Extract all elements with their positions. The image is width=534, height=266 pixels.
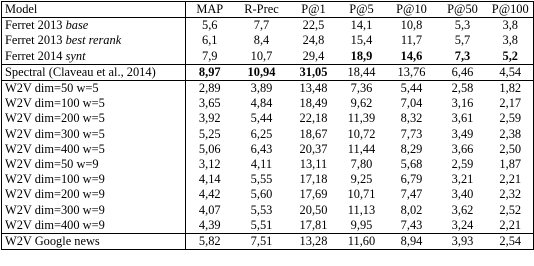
- model-label: W2V dim=50 w=5: [5, 81, 99, 96]
- metric-cell: 10,72: [347, 126, 376, 141]
- metric-cell: 7,04: [400, 96, 423, 111]
- metric-cell: 6,79: [400, 172, 423, 187]
- header-cell: P@1: [290, 2, 338, 18]
- table-row: [2, 187, 534, 202]
- model-variant-label: best rerank: [65, 33, 122, 48]
- header-cell: P@5: [338, 2, 386, 18]
- metric-cell: 10,7: [234, 49, 290, 65]
- metric-cell: 18,49: [299, 96, 328, 111]
- metric-cell: 6,1: [202, 33, 218, 48]
- metric-cell: 5,7: [454, 33, 471, 48]
- header-cell: Model: [2, 2, 186, 18]
- model-label-cell: [2, 218, 186, 234]
- table-row: [2, 234, 534, 250]
- header-cell: MAP: [186, 2, 234, 18]
- metric-cell: 7,36: [350, 81, 373, 96]
- metric-cell: 5,3: [454, 18, 471, 33]
- metric-cell: 2,52: [488, 203, 534, 218]
- metric-cell: 1,87: [488, 157, 534, 172]
- metric-cell: 2,21: [488, 172, 534, 187]
- metric-cell: 11,13: [347, 202, 376, 217]
- header-cell: P@50: [438, 2, 488, 18]
- metric-cell: 5,82: [198, 234, 221, 249]
- metric-cell: 7,47: [400, 187, 423, 202]
- model-label-cell: [2, 18, 186, 34]
- metric-cell: 20,50: [299, 202, 328, 217]
- model-label: W2V dim=200 w=5: [5, 111, 105, 126]
- metric-cell: 2,89: [198, 81, 221, 96]
- metric-cell: 9,62: [350, 96, 373, 111]
- metric-cell: 10,94: [234, 64, 290, 80]
- metric-cell: 2,21: [488, 218, 534, 234]
- metric-cell: 5,25: [198, 126, 221, 141]
- metric-cell: 13,28: [299, 234, 328, 249]
- metric-cell: 3,16: [451, 96, 474, 111]
- metric-cell: 8,29: [400, 141, 423, 156]
- metric-cell: 2,59: [451, 157, 474, 172]
- metric-cell: 18,9: [338, 49, 386, 65]
- metric-cell: 6,46: [438, 64, 488, 80]
- model-label-cell: [2, 96, 186, 111]
- metric-cell: 17,69: [299, 187, 328, 202]
- metric-cell: 6,25: [250, 126, 273, 141]
- model-label: W2V dim=100 w=9: [5, 172, 105, 187]
- model-label-cell: [2, 33, 186, 48]
- model-variant-label: synt: [65, 48, 86, 63]
- metric-cell: 14,6: [386, 49, 438, 65]
- metric-cell: 7,80: [350, 157, 373, 172]
- metric-cell: 3,40: [451, 187, 474, 202]
- metric-cell: 3,12: [198, 157, 221, 172]
- table-row: [2, 18, 534, 34]
- metric-cell: 2,59: [488, 111, 534, 126]
- metric-cell: 7,9: [186, 49, 234, 65]
- table-row: [2, 127, 534, 142]
- metric-cell: 18,44: [338, 64, 386, 80]
- model-label-cell: [2, 127, 186, 142]
- metric-cell: 3,92: [198, 111, 221, 126]
- metric-cell: 9,25: [350, 172, 373, 187]
- model-label: W2V dim=300 w=5: [5, 126, 105, 141]
- table-row: [2, 81, 534, 97]
- metric-cell: 29,4: [290, 49, 338, 65]
- metric-cell: 3,65: [198, 96, 221, 111]
- model-label: W2V dim=300 w=9: [5, 202, 105, 217]
- model-variant-label: base: [65, 18, 89, 33]
- metric-cell: 5,60: [250, 187, 273, 202]
- metric-cell: 2,58: [451, 81, 474, 96]
- metric-cell: 15,4: [350, 33, 373, 48]
- metric-cell: 4,14: [198, 172, 221, 187]
- metric-cell: 6,43: [250, 141, 273, 156]
- table-row: [2, 157, 534, 172]
- model-label: W2V dim=400 w=9: [5, 217, 105, 232]
- metric-cell: 8,97: [186, 64, 234, 80]
- table-row: [2, 218, 534, 234]
- metric-cell: 3,49: [451, 126, 474, 141]
- metric-cell: 9,95: [338, 218, 386, 234]
- model-label-cell: [2, 64, 186, 80]
- metric-cell: 3,66: [451, 141, 474, 156]
- metric-cell: 7,3: [438, 49, 488, 65]
- model-label: Ferret 2013: [5, 33, 66, 48]
- metric-cell: 5,2: [488, 49, 534, 65]
- table-row: [2, 142, 534, 157]
- metric-cell: 7,73: [400, 126, 423, 141]
- model-label-cell: [2, 203, 186, 218]
- model-label-cell: [2, 81, 186, 97]
- metric-cell: 4,11: [250, 157, 273, 172]
- metric-cell: 20,37: [299, 141, 328, 156]
- metric-cell: 3,62: [451, 202, 474, 217]
- header-cell: P@100: [488, 2, 534, 18]
- metric-cell: 3,61: [451, 111, 474, 126]
- metric-cell: 2,54: [488, 234, 534, 250]
- metric-cell: 8,32: [400, 111, 423, 126]
- model-label: Spectral (Claveau et al., 2014): [5, 64, 156, 79]
- metric-cell: 1,82: [488, 81, 534, 97]
- metric-cell: 4,84: [250, 96, 273, 111]
- metric-cell: 8,4: [253, 33, 270, 48]
- model-label-cell: [2, 111, 186, 126]
- metric-cell: 14,1: [350, 18, 373, 33]
- model-label-cell: [2, 187, 186, 202]
- metric-cell: 5,51: [234, 218, 290, 234]
- metric-cell: 18,67: [299, 126, 328, 141]
- metric-cell: 11,44: [347, 141, 376, 156]
- metric-cell: 3,8: [488, 33, 534, 48]
- metric-cell: 24,8: [302, 33, 325, 48]
- metric-cell: 22,18: [299, 111, 328, 126]
- table-row: [2, 64, 534, 80]
- metric-cell: 7,51: [250, 234, 273, 249]
- header-row: [2, 2, 534, 18]
- metric-cell: 3,21: [451, 172, 474, 187]
- model-label-cell: [2, 234, 186, 250]
- metric-cell: 5,68: [400, 157, 423, 172]
- metric-cell: 2,38: [488, 127, 534, 142]
- metric-cell: 4,39: [186, 218, 234, 234]
- model-label: W2V dim=200 w=9: [5, 187, 105, 202]
- metric-cell: 11,39: [347, 111, 376, 126]
- metric-cell: 13,48: [299, 81, 328, 96]
- metric-cell: 3,24: [438, 218, 488, 234]
- metric-cell: 5,6: [202, 18, 218, 33]
- model-label-cell: [2, 142, 186, 157]
- metric-cell: 5,06: [198, 141, 221, 156]
- metric-cell: 17,81: [290, 218, 338, 234]
- metric-cell: 3,89: [250, 81, 273, 96]
- header-cell: P@10: [386, 2, 438, 18]
- metric-cell: 10,8: [400, 18, 423, 33]
- metric-cell: 7,7: [253, 18, 270, 33]
- metric-cell: 17,18: [299, 172, 328, 187]
- model-label: W2V dim=50 w=9: [5, 157, 99, 172]
- metric-cell: 11,7: [400, 33, 423, 48]
- table-row: [2, 172, 534, 187]
- metric-cell: 11,60: [347, 234, 376, 249]
- metric-cell: 2,32: [488, 187, 534, 202]
- metric-cell: 3,8: [488, 18, 534, 34]
- metric-cell: 10,71: [347, 187, 376, 202]
- header-cell: R-Prec: [234, 2, 290, 18]
- model-label: Ferret 2013: [5, 18, 66, 33]
- metric-cell: 13,76: [386, 64, 438, 80]
- model-label: W2V dim=100 w=5: [5, 96, 105, 111]
- metric-cell: 8,94: [400, 234, 423, 249]
- model-label: W2V Google news: [5, 234, 100, 249]
- table-row: [2, 33, 534, 48]
- metric-cell: 31,05: [290, 64, 338, 80]
- metric-cell: 13,11: [299, 157, 328, 172]
- metric-cell: 22,5: [302, 18, 325, 33]
- metric-cell: 5,55: [250, 172, 273, 187]
- metric-cell: 7,43: [386, 218, 438, 234]
- table-row: [2, 49, 534, 65]
- table-row: [2, 111, 534, 126]
- model-label: Ferret 2014: [5, 48, 66, 63]
- metric-cell: 2,17: [488, 96, 534, 111]
- metric-cell: 4,07: [198, 202, 221, 217]
- metric-cell: 5,44: [250, 111, 273, 126]
- metric-cell: 2,50: [488, 142, 534, 157]
- table-row: [2, 203, 534, 218]
- metric-cell: 8,02: [400, 202, 423, 217]
- model-label-cell: [2, 49, 186, 65]
- model-label-cell: [2, 157, 186, 172]
- table-body: [2, 18, 534, 250]
- metric-cell: 4,54: [488, 64, 534, 80]
- metric-cell: 4,42: [198, 187, 221, 202]
- results-table: [1, 1, 534, 250]
- model-label-cell: [2, 172, 186, 187]
- model-label: W2V dim=400 w=5: [5, 141, 105, 156]
- table-row: [2, 96, 534, 111]
- metric-cell: 5,53: [250, 202, 273, 217]
- metric-cell: 3,93: [451, 234, 474, 249]
- metric-cell: 5,44: [400, 81, 423, 96]
